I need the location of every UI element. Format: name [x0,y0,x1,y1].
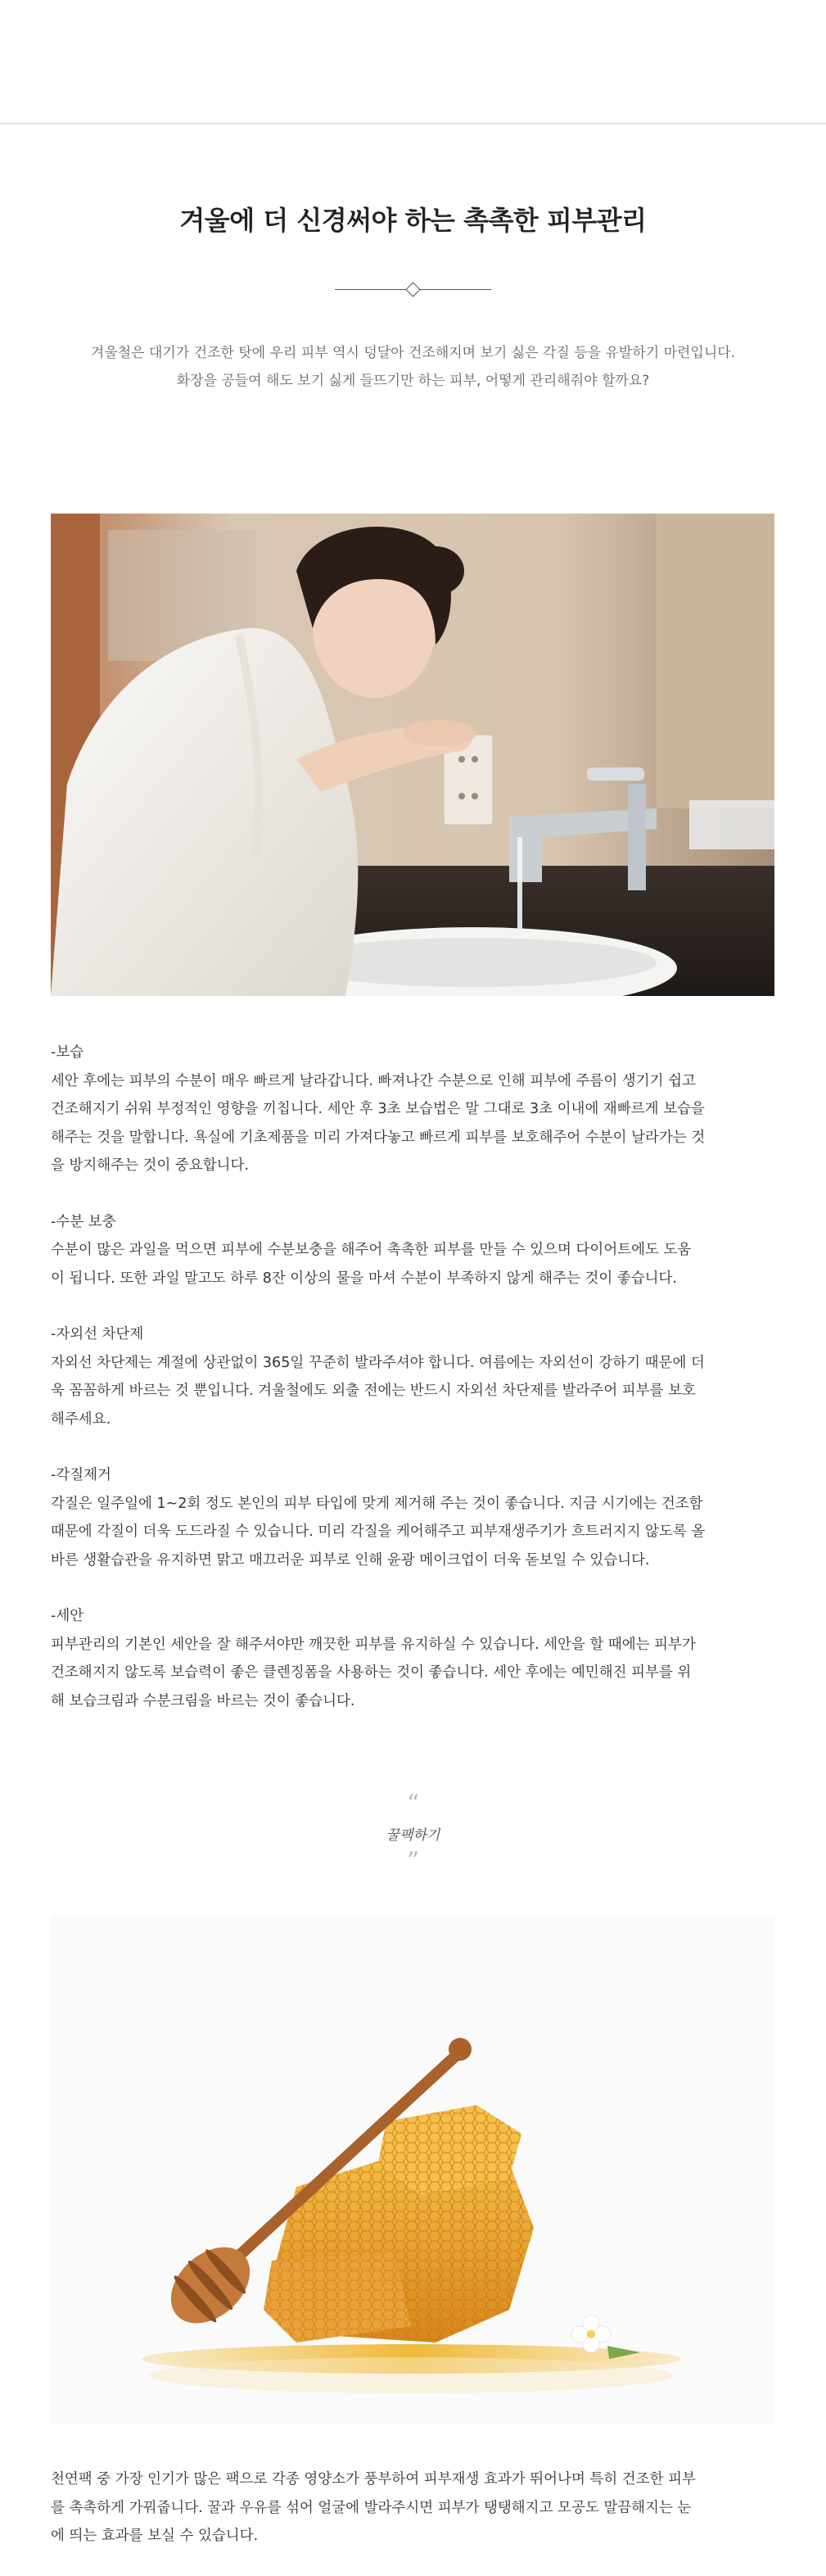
intro-text [0,339,826,395]
tip-section [51,1461,774,1574]
title-divider [335,282,491,298]
tip-heading: -자외선 차단제 [51,1326,144,1342]
tip-heading: -수분 보충 [51,1213,116,1230]
tip-section [51,1039,774,1180]
diamond-ornament-icon [405,282,420,297]
tip-line: 을 방지해주는 것이 중요합니다. [51,1157,250,1174]
divider-line-left [335,289,407,290]
tip-line: 수분이 많은 과일을 먹으면 피부에 수분보충을 해주어 촉촉한 피부를 만들 수 있으며 다이어트에도 도움 [51,1242,692,1258]
tip-heading: -보습 [51,1044,84,1061]
tip-line: 세안 후에는 피부의 수분이 매우 빠르게 날라갑니다. 빠져나간 수분으로 인해 피부에 주름이 생기기 쉽고 [51,1072,696,1089]
tip-line: 해주는 것을 말합니다. 욕실에 기초제품을 미리 가져다놓고 빠르게 피부를 보호해주어 수분이 날라가는 것 [51,1129,706,1146]
tip-line: 건조해지기 쉬워 부정적인 영향을 끼칩니다. 세안 후 3초 보습법은 말 그대로 3초 이내에 재빠르게 보습을 [51,1101,705,1117]
top-header-bar [0,0,826,124]
tip-heading: -각질제거 [51,1467,111,1483]
intro-line: 겨울철은 대기가 건조한 탓에 우리 피부 역시 덩달아 건조해지며 보기 싫은 각질 등을 유발하기 마련입니다. [90,345,736,361]
tip-section [51,1320,774,1433]
skin-care-tips [51,1039,774,1743]
face-washing-photo [51,514,774,996]
quote-text: 꿀팩하기 [386,1827,440,1844]
tip-line: 해 보습크림과 수분크림을 바르는 것이 좋습니다. [51,1692,355,1709]
tip-line: 해주세요. [51,1410,111,1428]
page-title: 겨울에 더 신경써야 하는 촉촉한 피부관리 [179,205,647,236]
tip-line: 바른 생활습관을 유지하면 맑고 매끄러운 피부로 인해 윤광 메이크업이 더욱 돋보일 수 있습니다. [51,1551,650,1569]
subheading-quote [0,1792,826,1874]
tip-line: 이 됩니다. 또한 과일 말고도 하루 8잔 이상의 물을 마셔 수분이 부족하지 않게 해주는 것이 좋습니다. [51,1270,677,1287]
tip-heading: -세안 [51,1608,84,1624]
closing-line: 에 띄는 효과를 보실 수 있습니다. [51,2528,259,2544]
divider-line-right [419,289,491,290]
close-quote-icon: ” [406,1847,420,1876]
tip-section [51,1602,774,1715]
closing-line: 를 촉촉하게 가꿔줍니다. 꿀과 우유를 섞어 얼굴에 발라주시면 피부가 탱탱해지고 모공도 말끔해지는 눈 [51,2499,692,2516]
tip-section [51,1208,774,1293]
tip-line: 피부관리의 기본인 세안을 잘 해주셔야만 깨끗한 피부를 유지하실 수 있습니다. 세안을 할 때에는 피부가 [51,1636,696,1653]
intro-line: 화장을 공들여 해도 보기 싫게 들뜨기만 하는 피부, 어떻게 관리해줘야 할까요? [176,373,650,389]
tip-line: 욱 꼼꼼하게 바르는 것 뿐입니다. 겨울철에도 외출 전에는 반드시 자외선 차단제를 발라주어 피부를 보호 [51,1383,696,1399]
tip-line: 자외선 차단제는 계절에 상관없이 365일 꾸준히 발라주셔야 합니다. 여름에는 자외선이 강하기 때문에 더 [51,1354,705,1371]
closing-line: 천연팩 중 가장 인기가 많은 팩으로 각종 영양소가 풍부하여 피부재생 효과가 뛰어나며 특히 건조한 피부 [51,2471,696,2488]
tip-line: 때문에 각질이 더욱 도드라질 수 있습니다. 미리 각질을 케어해주고 피부재생주기가 흐트러지지 않도록 올 [51,1523,706,1540]
tip-line: 건조해지지 않도록 보습력이 좋은 클렌징폼을 사용하는 것이 좋습니다. 세안 후에는 예민해진 피부를 위 [51,1664,692,1681]
honey-photo [51,1917,774,2424]
open-quote-icon: “ [406,1790,420,1818]
closing-paragraph [51,2465,774,2551]
tip-line: 각질은 일주일에 1~2회 정도 본인의 피부 타입에 맞게 제거해 주는 것이 좋습니다. 지금 시기에는 건조함 [51,1495,703,1512]
